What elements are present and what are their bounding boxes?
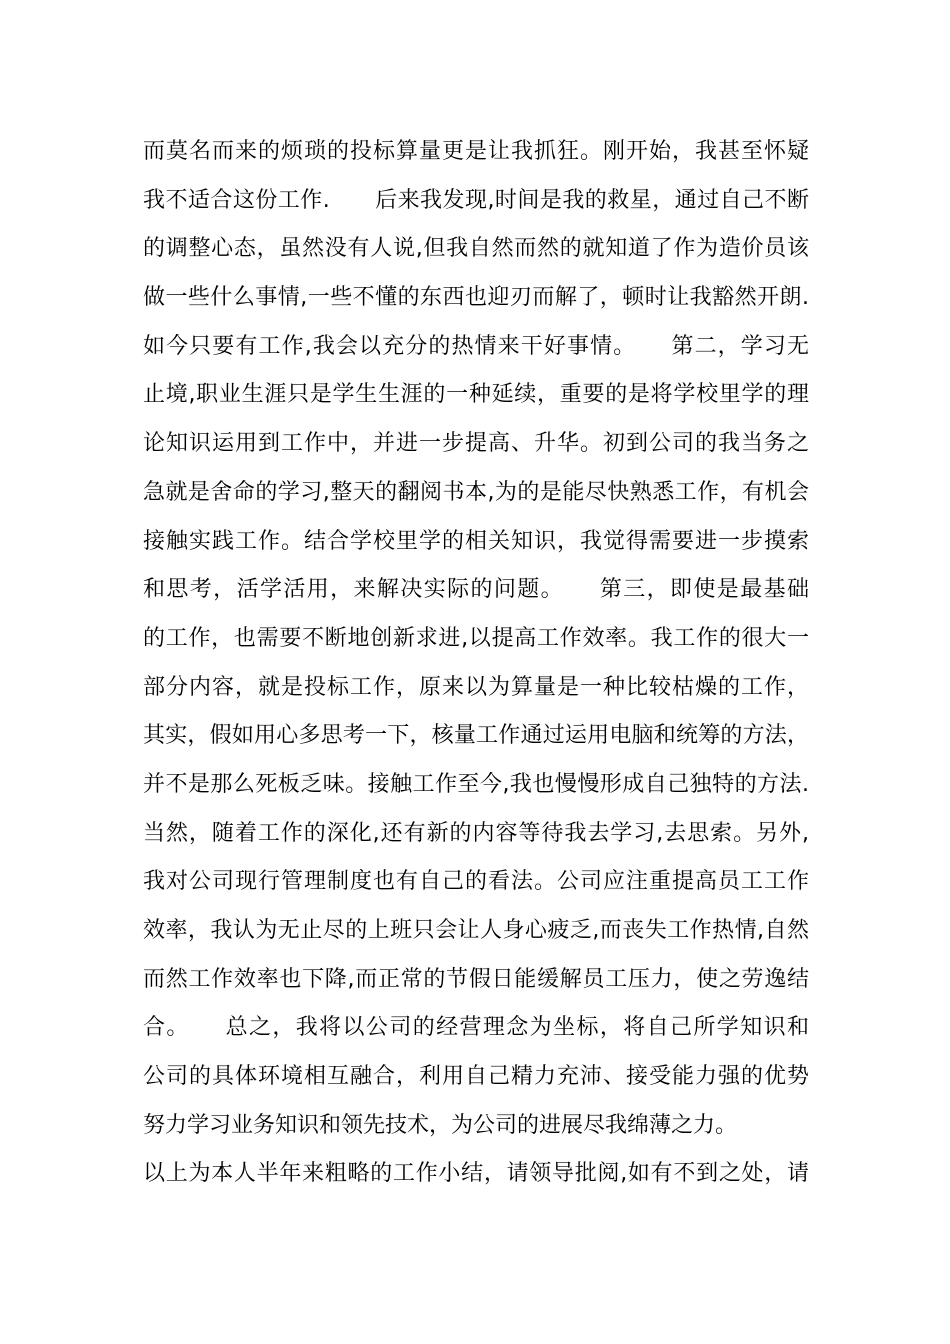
text-line: 合。 总之，我将以公司的经营理念为坐标，将自己所学知识和 — [143, 1015, 809, 1041]
text-line: 当然，随着工作的深化,还有新的内容等待我去学习,去思索。另外, — [143, 820, 809, 846]
text-line: 止境,职业生涯只是学生生涯的一种延续，重要的是将学校里学的理 — [143, 382, 809, 408]
text-line: 并不是那么死板乏味。接触工作至今,我也慢慢形成自己独特的方法. — [143, 771, 809, 797]
text-line: 以上为本人半年来粗略的工作小结，请领导批阅,如有不到之处，请 — [143, 1161, 809, 1187]
text-line: 急就是舍命的学习,整天的翻阅书本,为的是能尽快熟悉工作，有机会 — [143, 479, 809, 505]
text-line: 我对公司现行管理制度也有自己的看法。公司应注重提高员工工作 — [143, 869, 809, 895]
text-line: 其实，假如用心多思考一下，核量工作通过运用电脑和统筹的方法， — [143, 723, 809, 749]
text-line: 接触实践工作。结合学校里学的相关知识，我觉得需要进一步摸索 — [143, 528, 809, 554]
text-line: 效率，我认为无止尽的上班只会让人身心疲乏,而丧失工作热情,自然 — [143, 918, 809, 943]
text-line: 的调整心态，虽然没有人说,但我自然而然的就知道了作为造价员该 — [143, 236, 809, 262]
text-line: 论知识运用到工作中，并进一步提高、升华。初到公司的我当务之 — [143, 431, 809, 457]
text-line: 努力学习业务知识和领先技术，为公司的进展尽我绵薄之力。 — [143, 1112, 738, 1138]
text-line: 公司的具体环境相互融合，利用自己精力充沛、接受能力强的优势 — [143, 1064, 809, 1090]
body-text — [143, 128, 823, 1199]
text-line: 如今只要有工作,我会以充分的热情来干好事情。 第二，学习无 — [143, 333, 809, 359]
text-line: 和思考，活学活用，来解决实际的问题。 第三，即使是最基础 — [143, 577, 809, 603]
text-line: 我不适合这份工作. 后来我发现,时间是我的救星，通过自己不断 — [143, 187, 809, 213]
text-line: 做一些什么事情,一些不懂的东西也迎刃而解了，顿时让我豁然开朗. — [143, 285, 809, 311]
text-line: 而莫名而来的烦琐的投标算量更是让我抓狂。刚开始，我甚至怀疑 — [143, 139, 809, 164]
text-line: 部分内容，就是投标工作，原来以为算量是一种比较枯燥的工作， — [143, 674, 809, 700]
text-line: 的工作，也需要不断地创新求进,以提高工作效率。我工作的很大一 — [143, 625, 809, 651]
text-line: 而然工作效率也下降,而正常的节假日能缓解员工压力，使之劳逸结 — [143, 966, 809, 992]
